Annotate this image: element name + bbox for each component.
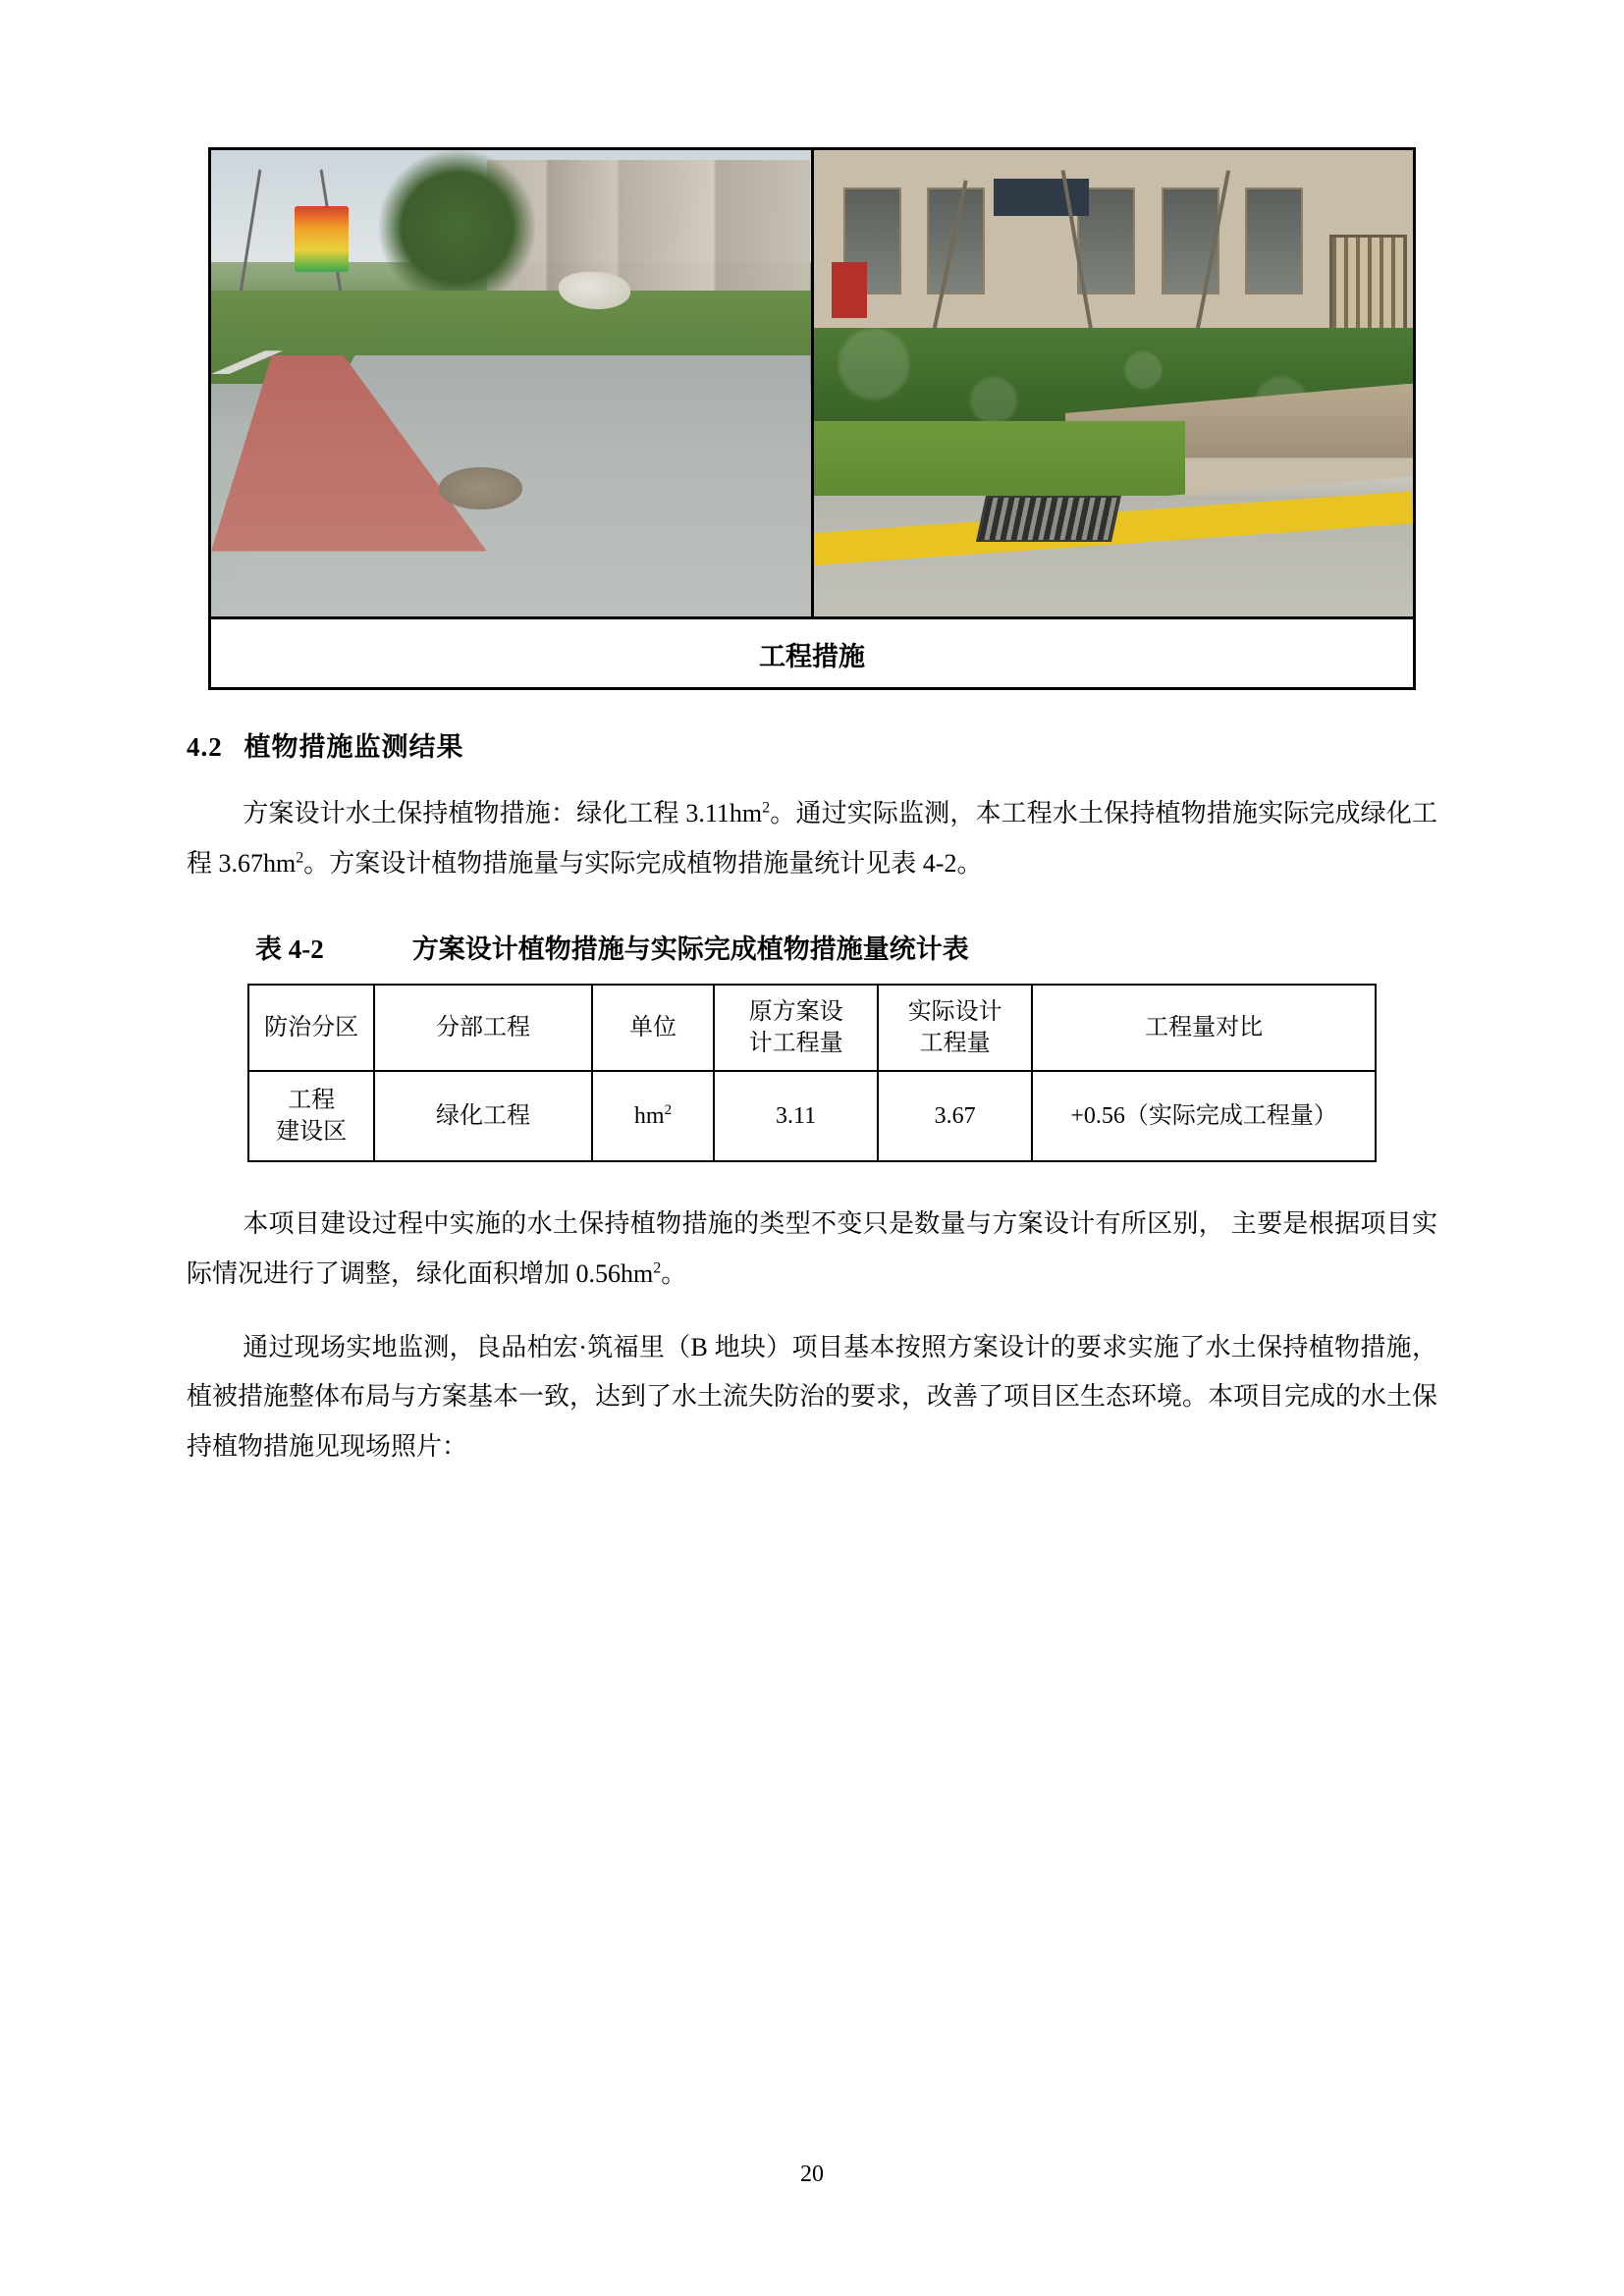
building-window <box>1162 187 1219 294</box>
superscript-unit-3: 2 <box>653 1259 662 1277</box>
statistics-table <box>247 984 1377 1162</box>
cell-unit <box>592 1071 715 1161</box>
column-header-unit: 单位 <box>592 985 715 1071</box>
section-title: 植物措施监测结果 <box>244 732 464 762</box>
red-signboard <box>832 262 868 318</box>
building-window <box>927 187 985 294</box>
photo-right <box>814 150 1414 616</box>
figure-block <box>208 147 1416 690</box>
colored-banner <box>295 206 349 272</box>
superscript-unit-2: 2 <box>296 849 304 867</box>
cell-zone <box>248 1071 374 1161</box>
column-header-project: 分部工程 <box>374 985 592 1071</box>
cell-unit-base: hm <box>633 1103 665 1130</box>
cell-zone-line2: 建设区 <box>276 1119 348 1146</box>
column-header-plan-line1: 原方案设 <box>748 998 843 1025</box>
tree-foliage-right <box>379 150 535 291</box>
paragraph-1-part-b: 。通过实际监测，本工程水土保持植物措施实际完成绿化工程 3.67hm <box>187 799 1437 878</box>
figure-images <box>211 150 1413 616</box>
table-header-row <box>248 985 1376 1071</box>
column-header-plan-line2: 计工程量 <box>748 1031 843 1057</box>
landscape-rock <box>559 272 630 309</box>
cell-plan-quantity: 3.11 <box>714 1071 878 1161</box>
building-window <box>1245 187 1303 294</box>
entrance-awning <box>994 179 1090 216</box>
cell-unit-superscript: 2 <box>664 1102 673 1119</box>
table-label: 表 4-2 <box>255 934 324 965</box>
superscript-unit-1: 2 <box>762 799 771 817</box>
table-row <box>248 1071 1376 1161</box>
table-title-text: 方案设计植物措施与实际完成植物措施量统计表 <box>411 934 969 965</box>
column-header-zone: 防治分区 <box>248 985 374 1071</box>
paragraph-1-part-c: 。方案设计植物措施量与实际完成植物措施量统计见表 4-2。 <box>303 848 983 878</box>
page-number: 20 <box>800 2162 824 2187</box>
cell-comparison: +0.56（实际完成工程量） <box>1032 1071 1376 1161</box>
page-title <box>187 725 1437 764</box>
table-caption <box>187 928 1437 966</box>
cell-project: 绿化工程 <box>374 1071 592 1161</box>
column-header-actual-line1: 实际设计 <box>907 998 1002 1025</box>
cell-actual-quantity: 3.67 <box>878 1071 1032 1161</box>
manhole-cover <box>439 467 522 509</box>
background-buildings <box>487 160 811 300</box>
photo-left <box>211 150 814 616</box>
paragraph-plan-design <box>187 789 1437 888</box>
paragraph-2-part-a: 本项目建设过程中实施的水土保持植物措施的类型不变只是数量与方案设计有所区别， 主要是根据项目实际情况进行了调整，绿化面积增加 0.56hm <box>187 1209 1437 1289</box>
photo-right-image <box>814 150 1414 616</box>
cell-zone-line1: 工程 <box>288 1087 336 1113</box>
photo-left-image <box>211 150 811 616</box>
drainage-grate <box>976 496 1121 542</box>
paragraph-measure-change <box>187 1200 1437 1299</box>
column-header-plan-quantity <box>714 985 878 1071</box>
column-header-actual-line2: 工程量 <box>919 1031 991 1057</box>
paragraph-monitoring-conclusion: 通过现场实地监测，良品柏宏·筑福里（B 地块）项目基本按照方案设计的要求实施了水土保持植物措施，植被措施整体布局与方案基本一致，达到了水土流失防治的要求，改善了项目区生态环境。本项目完成的水土保持植物措施见现场照片： <box>187 1332 1438 1462</box>
paragraph-2-part-b: 。 <box>661 1259 687 1289</box>
figure-caption: 工程措施 <box>211 616 1413 687</box>
column-header-actual-quantity <box>878 985 1032 1071</box>
section-number: 4.2 <box>187 732 223 762</box>
paragraph-1-part-a: 方案设计水土保持植物措施：绿化工程 3.11hm <box>243 799 763 828</box>
column-header-comparison: 工程量对比 <box>1032 985 1376 1071</box>
